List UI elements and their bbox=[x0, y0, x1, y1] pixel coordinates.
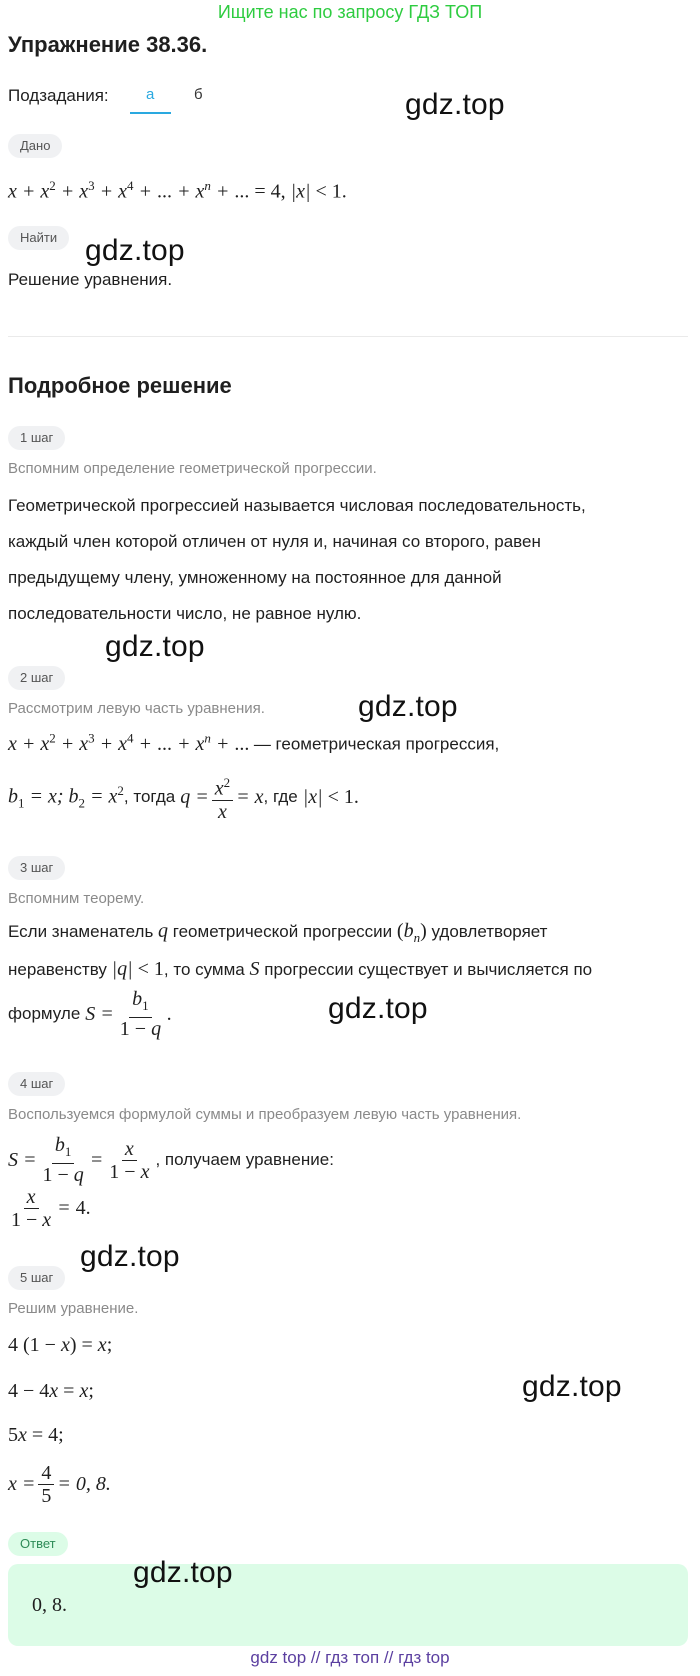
text-line: Геометрической прогрессией называется числовая последовательность, bbox=[8, 496, 586, 515]
step-4-line-1: S = $\frac{b_1}{1 - q}$ = $\frac{x}{1 - x}$ , получаем уравнение: bbox=[8, 1134, 334, 1186]
watermark: gdz.top bbox=[328, 992, 428, 1025]
step-2-line-2: $b_1 = x$; $b_2 = x^2$ , тогда q = $\frac{x^2}{x}$ = x , где |x| < 1. bbox=[8, 772, 359, 823]
step-2-line-1: $x + x^2 + x^3 + x^4$ + ... + $x^n$ + ... — геометрическая прогрессия, bbox=[8, 730, 500, 755]
given-equation: $x + x^2 + x^3 + x^4$ + ... + $x^n$ + ... = 4, |x| < 1. bbox=[8, 178, 347, 203]
step-2-caption: Рассмотрим левую часть уравнения. bbox=[8, 700, 265, 717]
step-5-caption: Решим уравнение. bbox=[8, 1300, 139, 1317]
page-title: Упражнение 38.36. bbox=[8, 32, 208, 57]
step-3-line-2: неравенству |q| < 1, то сумма S прогрессии существует и вычисляется по bbox=[8, 958, 593, 980]
step-3-line-3: формуле S = $\frac{b_1}{1 - q}$ . bbox=[8, 988, 173, 1040]
watermark: gdz.top bbox=[105, 630, 205, 663]
watermark: gdz.top bbox=[358, 690, 458, 723]
subtasks-label: Подзадания: bbox=[8, 86, 109, 105]
step-4-pill: 4 шаг bbox=[8, 1072, 65, 1096]
step-1-text bbox=[8, 488, 698, 632]
step-2-pill: 2 шаг bbox=[8, 666, 65, 690]
watermark: gdz.top bbox=[85, 234, 185, 267]
step-4-caption: Воспользуемся формулой суммы и преобразуем левую часть уравнения. bbox=[8, 1106, 522, 1123]
equation-line: 5x = 4; bbox=[8, 1424, 64, 1446]
answer-value: 0, 8. bbox=[32, 1594, 67, 1616]
tab-a[interactable]: а bbox=[146, 86, 155, 103]
footer-links[interactable]: gdz top // гдз топ // гдз top bbox=[250, 1648, 450, 1667]
given-pill: Дано bbox=[8, 134, 62, 158]
step-1-caption: Вспомним определение геометрической прогрессии. bbox=[8, 460, 377, 477]
watermark: gdz.top bbox=[80, 1240, 180, 1273]
search-banner: Ищите нас по запросу ГДЗ ТОП bbox=[217, 2, 483, 22]
equation-line: 4 − 4x = x; bbox=[8, 1380, 94, 1402]
divider bbox=[8, 336, 688, 337]
find-text: Решение уравнения. bbox=[8, 270, 173, 289]
active-tab-indicator bbox=[130, 112, 171, 114]
tab-b[interactable]: б bbox=[194, 86, 203, 103]
equation-line: 4 (1 − x) = x; bbox=[8, 1334, 113, 1356]
solution-heading: Подробное решение bbox=[8, 373, 232, 398]
step-3-caption: Вспомним теорему. bbox=[8, 890, 145, 907]
step-3-pill: 3 шаг bbox=[8, 856, 65, 880]
text-line: каждый член которой отличен от нуля и, начиная со второго, равен bbox=[8, 532, 541, 551]
answer-pill: Ответ bbox=[8, 1532, 68, 1556]
equation-line: x = $\frac{4}{5}$ = 0, 8. bbox=[8, 1462, 111, 1507]
watermark: gdz.top bbox=[522, 1370, 622, 1403]
step-5-pill: 5 шаг bbox=[8, 1266, 65, 1290]
watermark: gdz.top bbox=[133, 1556, 233, 1589]
step-4-line-2: $\frac{x}{1 - x}$ = 4. bbox=[11, 1186, 91, 1231]
text-line: последовательности число, не равное нулю. bbox=[8, 604, 362, 623]
text-line: предыдущему члену, умноженному на постоянное для данной bbox=[8, 568, 502, 587]
answer-box bbox=[8, 1564, 688, 1646]
step-3-line-1: Если знаменатель q геометрической прогрессии $(b_n)$ удовлетворяет bbox=[8, 920, 548, 945]
step-1-pill: 1 шаг bbox=[8, 426, 65, 450]
find-pill: Найти bbox=[8, 226, 69, 250]
watermark: gdz.top bbox=[405, 88, 505, 121]
